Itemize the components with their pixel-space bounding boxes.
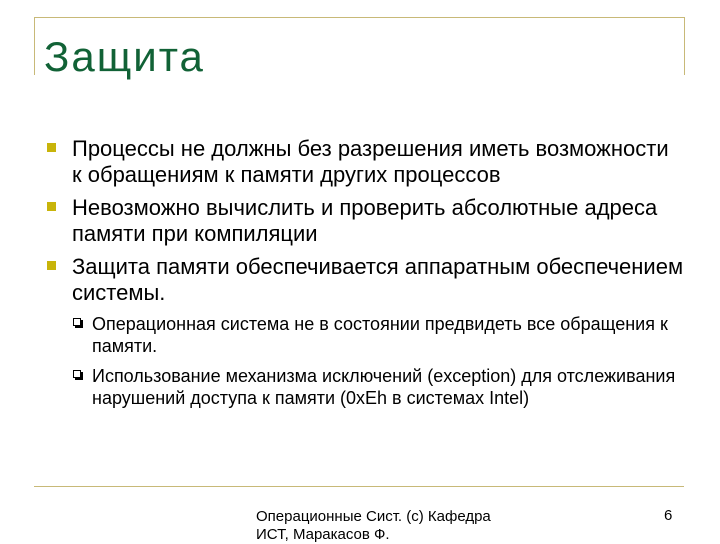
sub-bullet-item	[44, 365, 684, 409]
bullet-text: Защита памяти обеспечивается аппаратным обеспечением системы.	[72, 254, 684, 305]
square-bullet-icon	[47, 202, 56, 211]
sub-bullet-item	[44, 313, 684, 357]
slide-content	[44, 136, 684, 417]
bullet-text: Процессы не должны без разрешения иметь возможности к обращениям к памяти других процессов	[72, 136, 669, 187]
bullet-item	[44, 136, 684, 188]
bullet-text: Невозможно вычислить и проверить абсолютные адреса памяти при компиляции	[72, 195, 658, 246]
sub-bullet-text: Использование механизма исключений (exception) для отслеживания нарушений доступа к памяти (0xEh в системах Intel)	[92, 366, 676, 408]
bullet-item	[44, 195, 684, 247]
square-bullet-icon	[47, 143, 56, 152]
sub-bullet-text: Операционная система не в состоянии предвидеть все обращения к памяти.	[92, 314, 668, 356]
slide-title: Защита	[44, 33, 205, 80]
square-bullet-icon	[47, 261, 56, 270]
page-number: 6	[664, 507, 673, 524]
frame-right-line	[684, 17, 685, 75]
hollow-square-bullet-icon	[73, 318, 81, 326]
frame-left-line	[34, 17, 35, 75]
hollow-square-bullet-icon	[73, 370, 81, 378]
footer-text: Операционные Сист. (c) Кафедра ИСТ, Маракасов Ф.	[256, 508, 491, 543]
bullet-item	[44, 254, 684, 306]
frame-bottom-line	[34, 486, 684, 487]
frame-top-line	[34, 17, 684, 18]
